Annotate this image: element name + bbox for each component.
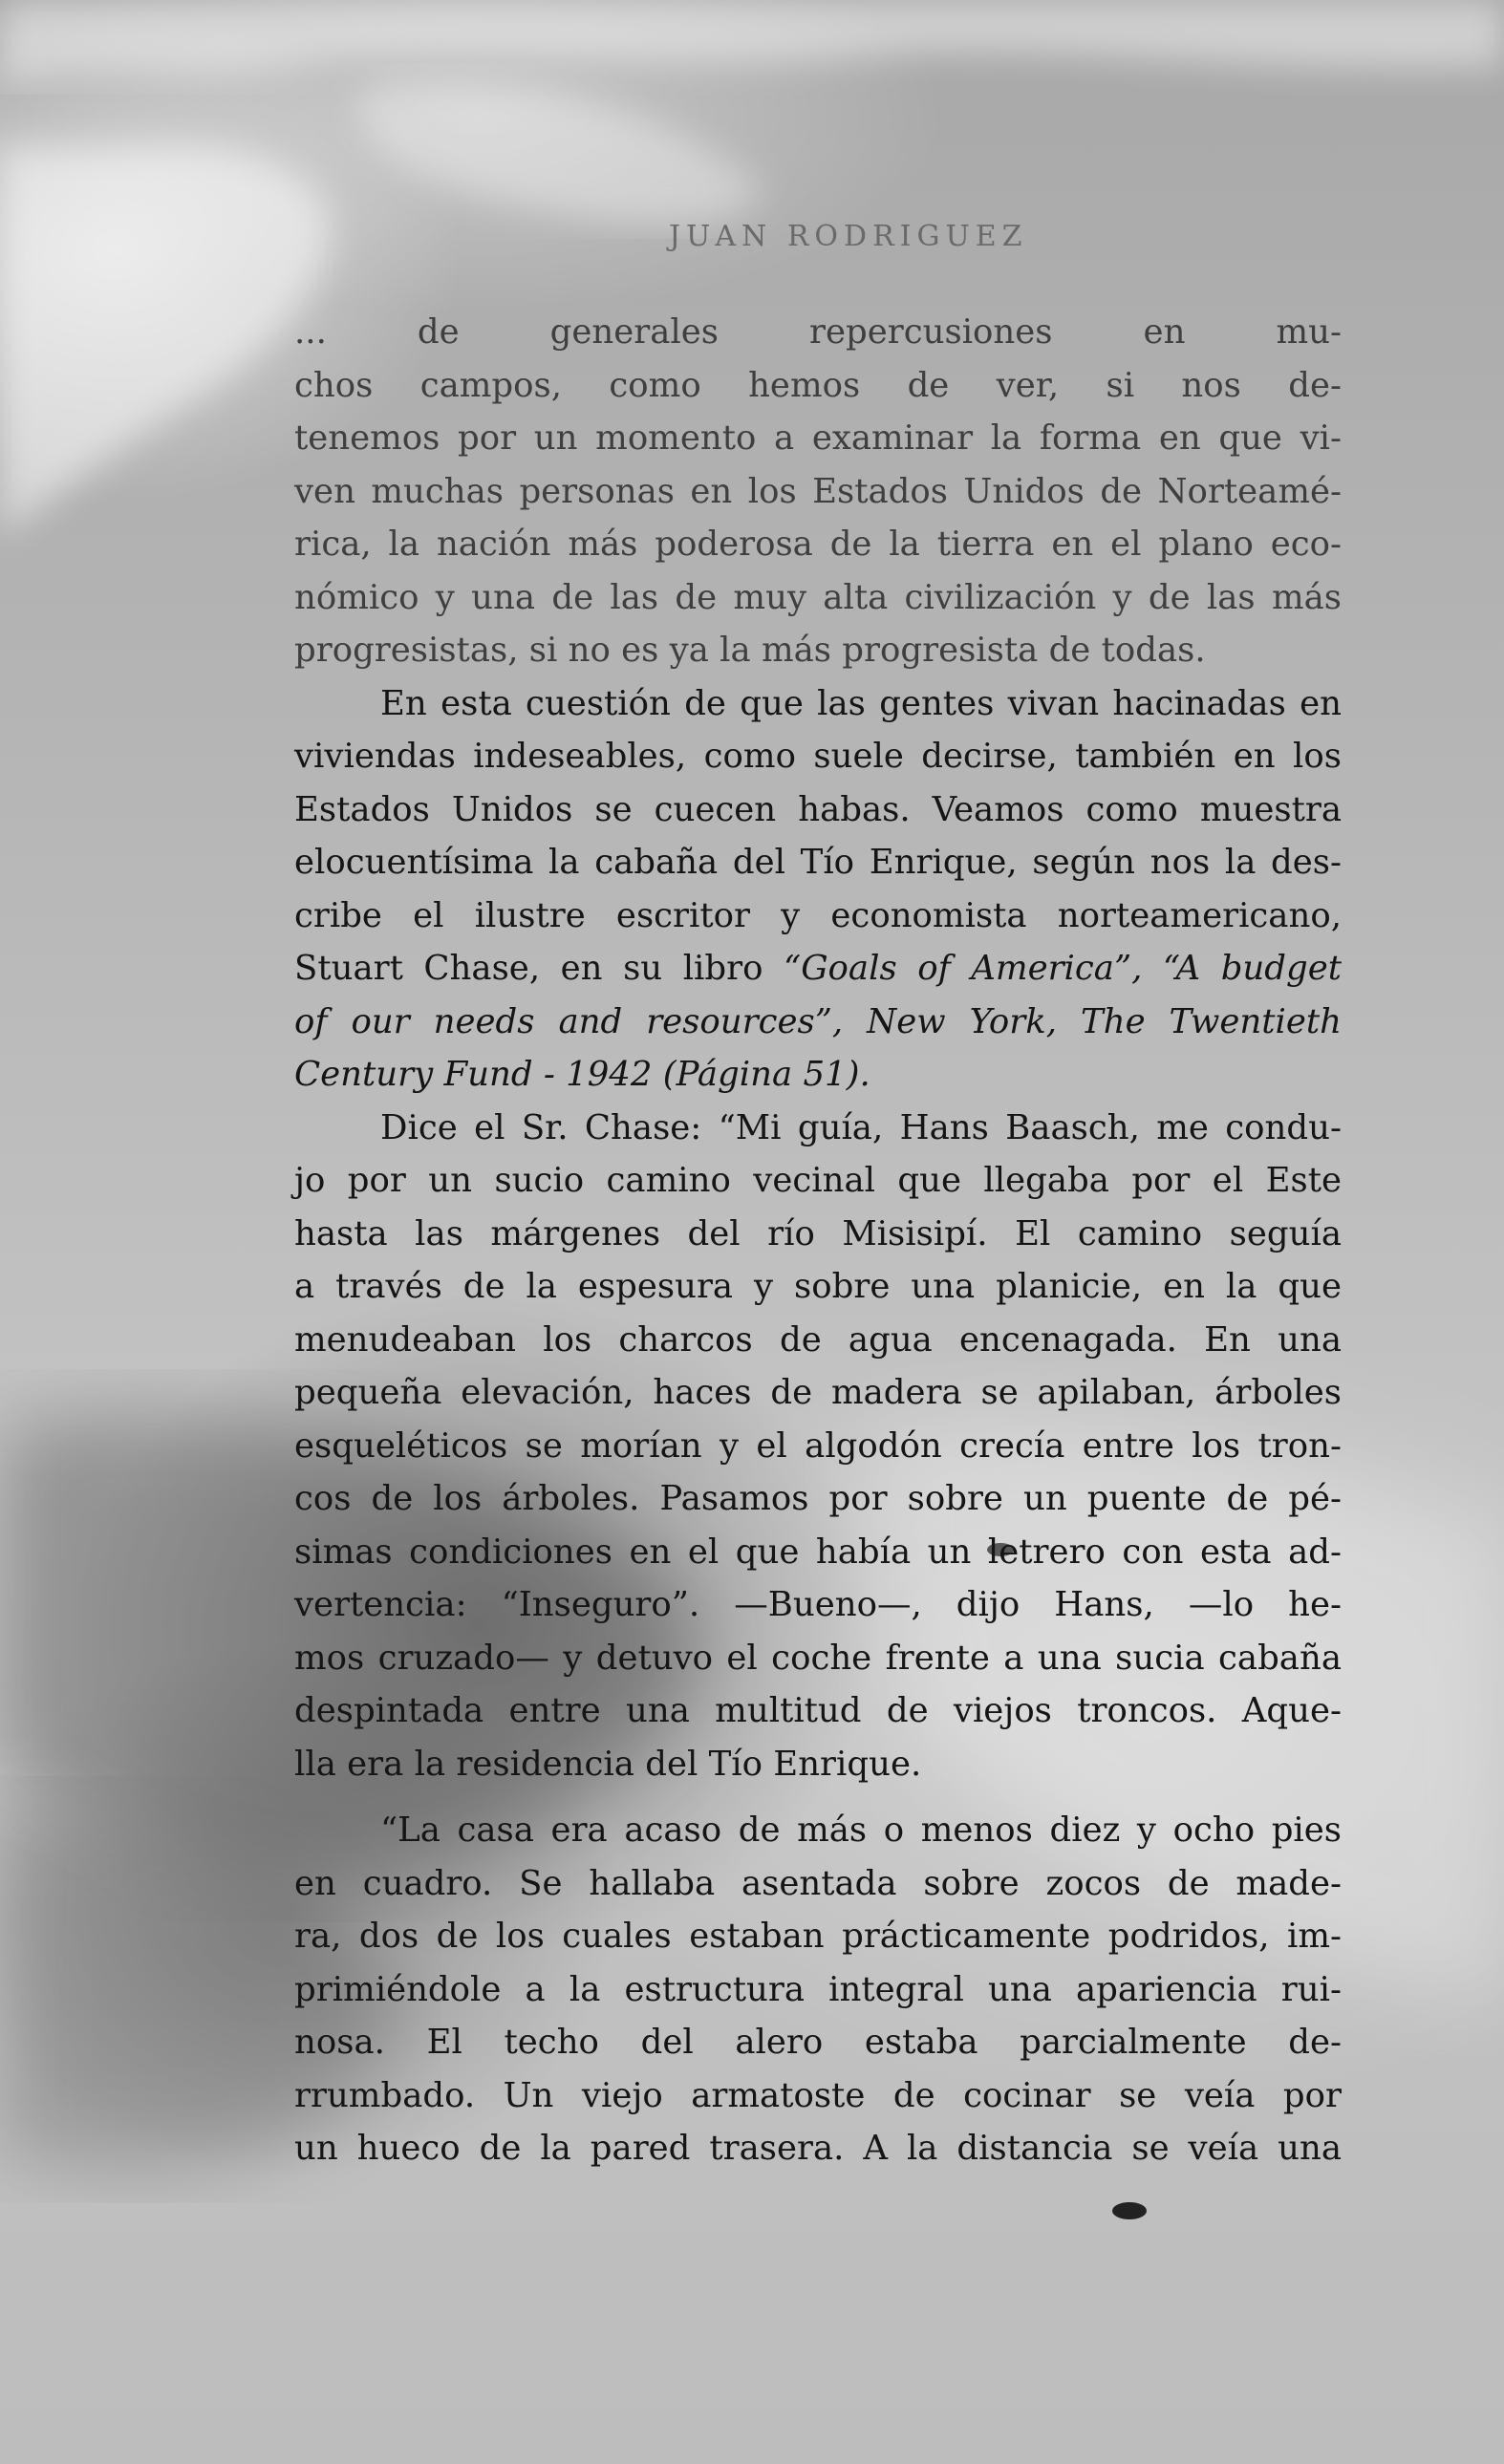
text-line: hasta las márgenes del río Misisipí. El camino seguía bbox=[294, 1213, 1342, 1253]
text-line: chos campos, como hemos de ver, si nos de- bbox=[294, 365, 1342, 405]
text-line: viviendas indeseables, como suele decirse, también en los bbox=[294, 737, 1342, 776]
paragraph-1 bbox=[294, 306, 1342, 677]
text-line: cribe el ilustre escritor y economista norteamericano, bbox=[294, 895, 1342, 935]
text-line: progresistas, si no es ya la más progresista de todas. bbox=[294, 631, 1206, 670]
text-line: a través de la espesura y sobre una planicie, en la que bbox=[294, 1267, 1342, 1306]
running-head: JUAN RODRIGUEZ bbox=[669, 220, 1028, 253]
citation-line bbox=[294, 1048, 1342, 1102]
text-line: rrumbado. Un viejo armatoste de cocinar se veía por bbox=[294, 2075, 1342, 2115]
text-line: lla era la residencia del Tío Enrique. bbox=[294, 1744, 922, 1784]
paragraph-2 bbox=[294, 677, 1342, 1102]
body-text bbox=[294, 306, 1342, 2175]
text-line: nómico y una de las de muy alta civilización y de las más bbox=[294, 577, 1342, 617]
text-line: en cuadro. Se hallaba asentada sobre zocos de made- bbox=[294, 1863, 1342, 1903]
text-line: Dice el Sr. Chase: “Mi guía, Hans Baasch, me condu- bbox=[380, 1107, 1342, 1147]
text-line: elocuentísima la cabaña del Tío Enrique, según nos la des- bbox=[294, 843, 1342, 882]
text-line: despintada entre una multitud de viejos troncos. Aque- bbox=[294, 1691, 1342, 1730]
text-line: tenemos por un momento a examinar la forma en que vi- bbox=[294, 418, 1342, 458]
text-line: Estados Unidos se cuecen habas. Veamos como muestra bbox=[294, 789, 1342, 829]
text-line: jo por un sucio camino vecinal que llegaba por el Este bbox=[294, 1161, 1342, 1200]
citation-line bbox=[294, 942, 1342, 996]
text-line: ven muchas personas en los Estados Unidos de Norteamé- bbox=[294, 471, 1342, 511]
citation-line bbox=[294, 996, 1342, 1049]
citation-title: of our needs and resources”, New York, The Twentieth bbox=[294, 1001, 1342, 1041]
text-line: “La casa era acaso de más o menos diez y ocho pies bbox=[380, 1811, 1342, 1850]
text-line: nosa. El techo del alero estaba parcialmente de- bbox=[294, 2023, 1342, 2062]
text-line: mos cruzado— y detuvo el coche frente a una sucia cabaña bbox=[294, 1638, 1342, 1678]
text-line: menudeaban los charcos de agua encenagada. En una bbox=[294, 1319, 1342, 1360]
text-line: simas condiciones en el que había un letrero con esta ad- bbox=[294, 1532, 1342, 1572]
text-line: ... de generales repercusiones en mu- bbox=[294, 312, 1342, 352]
text-line: ra, dos de los cuales estaban prácticamente podridos, im- bbox=[294, 1917, 1342, 1956]
text-line: un hueco de la pared trasera. A la distancia se veía una bbox=[294, 2129, 1342, 2168]
text-line: esqueléticos se morían y el algodón crecía entre los tron- bbox=[294, 1425, 1342, 1466]
citation-title: “Goals of America”, “A budget bbox=[784, 949, 1343, 988]
citation-author: Stuart Chase, en su libro bbox=[294, 949, 763, 988]
text-line: vertencia: “Inseguro”. —Bueno—, dijo Hans, —lo he- bbox=[294, 1585, 1342, 1624]
text-line: pequeña elevación, haces de madera se apilaban, árboles bbox=[294, 1373, 1342, 1412]
citation-title: Century Fund - 1942 (Página 51). bbox=[294, 1055, 870, 1094]
text-line: rica, la nación más poderosa de la tierra en el plano eco- bbox=[294, 525, 1342, 564]
ink-blot bbox=[1112, 2202, 1147, 2219]
paragraph-3 bbox=[294, 1102, 1342, 1791]
text-line: En esta cuestión de que las gentes vivan hacinadas en bbox=[380, 683, 1342, 723]
text-line: primiéndole a la estructura integral una apariencia rui- bbox=[294, 1969, 1342, 2009]
text-line: cos de los árboles. Pasamos por sobre un puente de pé- bbox=[294, 1479, 1342, 1518]
paragraph-4 bbox=[294, 1804, 1342, 2175]
